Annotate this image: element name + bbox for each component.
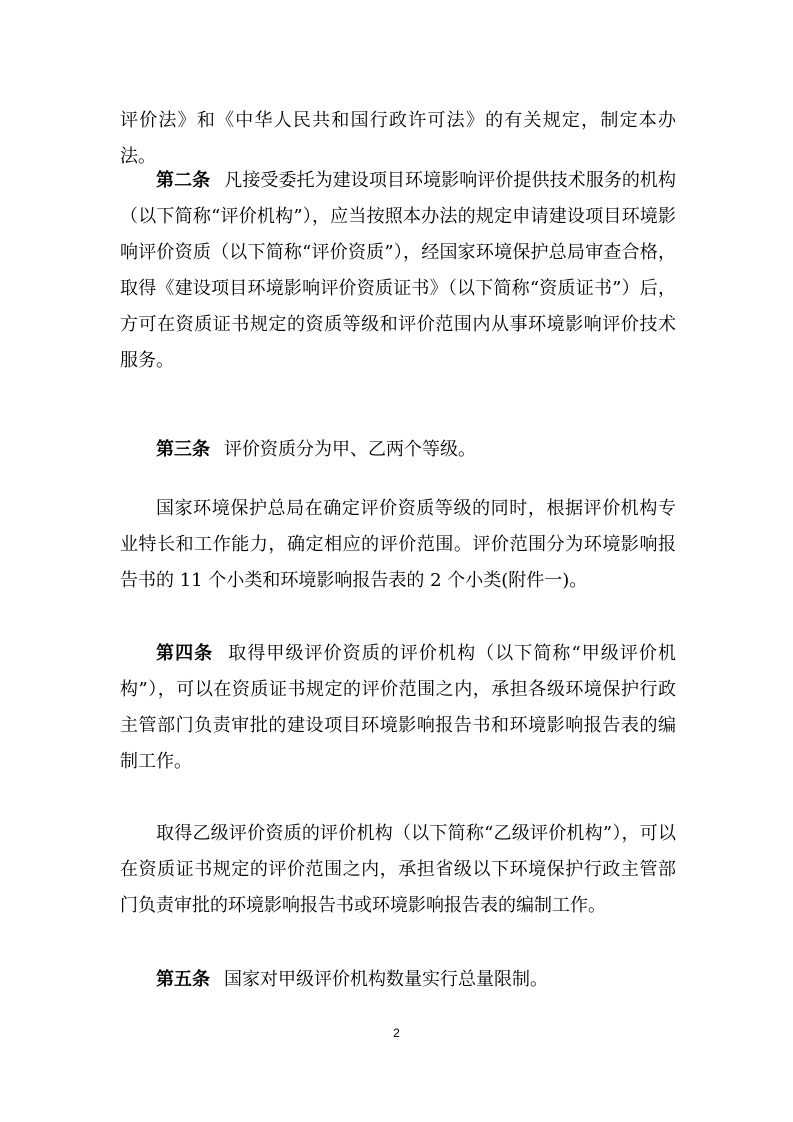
paragraph-article-5 [120,962,676,998]
paragraph-article-3 [120,432,676,468]
article-heading: 第四条 [156,643,214,664]
paragraph-text: 取得乙级评价资质的评价机构（以下简称“乙级评价机构”），可以在资质证书规定的评价范围之内，承担省级以下环境保护行政主管部门负责审批的环境影响报告书或环境影响报告表的编制工作。 [120,823,676,916]
paragraph-text: 凡接受委托为建设项目环境影响评价提供技术服务的机构（以下简称“评价机构”），应当按照本办法的规定申请建设项目环境影响评价资质（以下简称“评价资质”），经国家环境保护总局审查合格，取得《建设项目环境影响评价资质证书》（以下简称“资质证书”）后，方可在资质证书规定的资质等级和评价范围内从事环境影响评价技术服务。 [120,170,677,371]
article-heading: 第二条 [156,170,211,191]
paragraph-text: 取得甲级评价资质的评价机构（以下简称“甲级评价机构”），可以在资质证书规定的评价范围之内，承担各级环境保护行政主管部门负责审批的建设项目环境影响报告书和环境影响报告表的编制工作。 [120,643,677,772]
article-heading: 第五条 [156,969,210,990]
paragraph-text: 评价法》和《中华人民共和国行政许可法》的有关规定，制定本办法。 [120,110,676,167]
paragraph-text: 国家环境保护总局在确定评价资质等级的同时，根据评价机构专业特长和工作能力，确定相应的评价范围。评价范围分为环境影响报告书的 11 个小类和环境影响报告表的 2 个小类(附件一)。 [120,498,676,591]
paragraph-class-b-agency [120,816,676,924]
page-number: 2 [393,1026,400,1040]
paragraph-text: 国家对甲级评价机构数量实行总量限制。 [224,969,548,990]
paragraph-text: 评价资质分为甲、乙两个等级。 [224,439,476,460]
paragraph-article-2 [120,163,676,379]
article-heading: 第三条 [156,439,210,460]
paragraph-evaluation-scope [120,491,676,599]
paragraph-article-4 [120,636,676,780]
